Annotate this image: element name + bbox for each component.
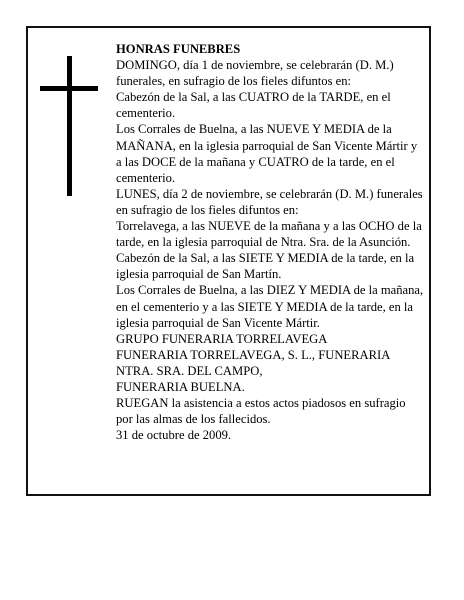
notice-text: [116, 41, 424, 443]
paragraph-lunes: LUNES, día 2 de noviembre, se celebrarán (D. M.) funerales en sufragio de los fieles difuntos en:: [116, 186, 423, 217]
paragraph-buelna: FUNERARIA BUELNA.: [116, 379, 245, 394]
paragraph-grupo: GRUPO FUNERARIA TORRELAVEGA: [116, 331, 328, 346]
paragraph-corrales-1: Los Corrales de Buelna, a las NUEVE Y MEDIA de la MAÑANA, en la iglesia parroquial de San Vicente Mártir y a las DOCE de la mañana y CUATRO de la tarde, en el cementerio.: [116, 122, 418, 185]
notice-title: HONRAS FUNEBRES: [116, 42, 241, 56]
paragraph-corrales-2: Los Corrales de Buelna, a las DIEZ Y MEDIA de la mañana, en el cementerio y a las SIETE Y MEDIA de la tarde, en la iglesia parroquial de San Vicente Mártir.: [116, 283, 424, 330]
paragraph-cabezon-2: Cabezón de la Sal, a las SIETE Y MEDIA de la tarde, en la iglesia parroquial de San Martín.: [116, 251, 415, 282]
cross-vertical-bar: [67, 56, 72, 196]
paragraph-ruegan: RUEGAN la asistencia a estos actos piadosos en sufragio por las almas de los fallecidos.: [116, 396, 406, 427]
paragraph-cabezon-1: Cabezón de la Sal, a las CUATRO de la TARDE, en el cementerio.: [116, 90, 391, 121]
funeral-notice: [26, 26, 431, 496]
paragraph-funerarias: FUNERARIA TORRELAVEGA, S. L., FUNERARIA NTRA. SRA. DEL CAMPO,: [116, 347, 390, 378]
cross-horizontal-bar: [40, 86, 98, 91]
paragraph-domingo: DOMINGO, día 1 de noviembre, se celebrarán (D. M.) funerales, en sufragio de los fieles difuntos en:: [116, 58, 394, 89]
paragraph-torrelavega: Torrelavega, a las NUEVE de la mañana y a las OCHO de la tarde, en la iglesia parroquial de Ntra. Sra. de la Asunción.: [116, 219, 422, 250]
notice-date: 31 de octubre de 2009.: [116, 428, 232, 443]
